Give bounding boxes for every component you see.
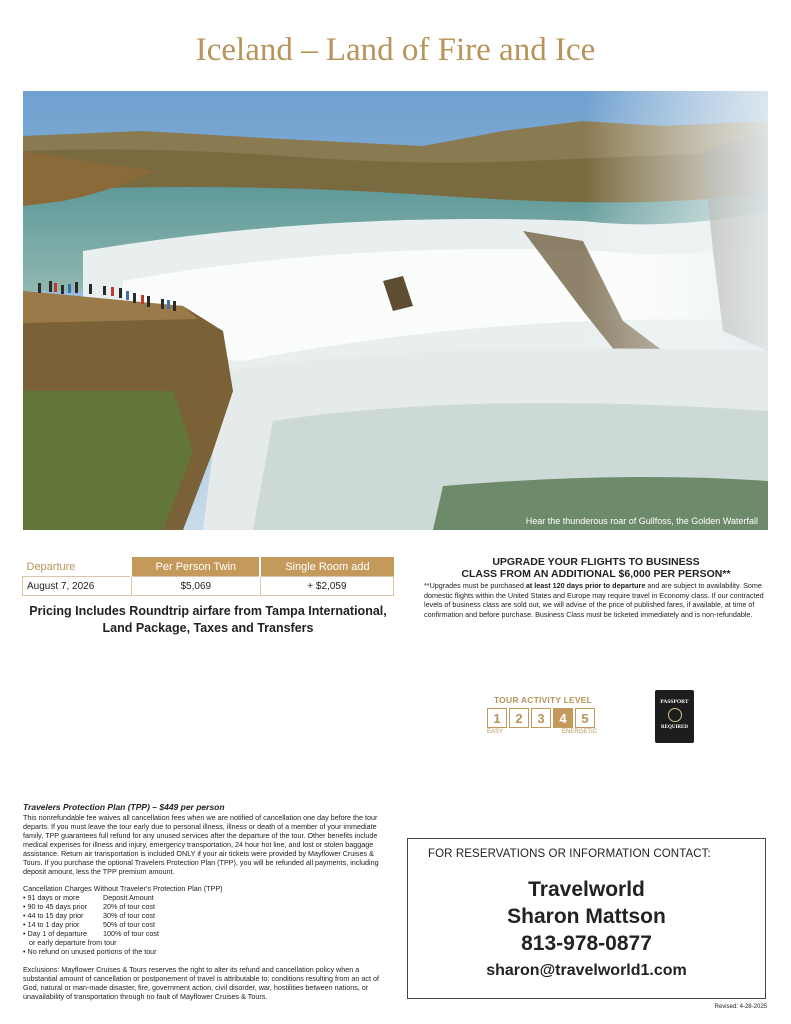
table-row (23, 577, 394, 596)
departure-header: Departure (23, 557, 132, 577)
activity-level-1: 1 (487, 708, 507, 728)
upgrade-heading (424, 556, 768, 580)
activity-level-5: 5 (575, 708, 595, 728)
upgrade-heading-line1: UPGRADE YOUR FLIGHTS TO BUSINESS (492, 556, 700, 568)
tour-activity-level (487, 695, 599, 735)
gullfoss-waterfall-photo (23, 91, 768, 530)
contact-name: Sharon Mattson (507, 905, 666, 928)
upgrade-deadline: at least 120 days prior to departure (525, 581, 646, 590)
activity-levels (487, 708, 599, 728)
activity-scale (487, 729, 597, 735)
waterfall-illustration (23, 91, 768, 530)
pricing-header-row (23, 557, 394, 577)
pricing-table (22, 557, 394, 596)
pricing-note-line2: Land Package, Taxes and Transfers (102, 621, 314, 635)
contact-phone[interactable]: 813-978-0877 (521, 932, 652, 955)
cancellation-charges-title: Cancellation Charges Without Traveler's Protection Plan (TPP) (23, 884, 223, 893)
contact-company: Travelworld (528, 878, 645, 901)
charge-when: • No refund on unused portions of the tour (23, 947, 157, 956)
activity-low-label: EASY (487, 729, 504, 735)
pricing-note-line1: Pricing Includes Roundtrip airfare from Tampa International, (29, 604, 387, 618)
single-header: Single Room add (260, 557, 393, 577)
table-row (23, 911, 159, 920)
passport-required-label: REQUIRED (661, 725, 688, 730)
passport-label: PASSPORT (660, 699, 689, 705)
tpp-title: Travelers Protection Plan (TPP) – $449 per person (23, 802, 225, 812)
charge-when: • Day 1 of departure (23, 929, 88, 938)
upgrade-details (424, 581, 769, 619)
charge-amount: 50% of tour cost (103, 920, 155, 929)
passport-seal-icon (668, 708, 682, 722)
contact-box (407, 838, 766, 999)
revised-date: Revised: 4-28-2025 (714, 1004, 767, 1010)
tpp-body: This nonrefundable fee waives all cancellation fees when we are notified of cancellation one day before the tour departs. If you must leave the tour early due to personal illness, illness or death of a member of your immediate family, TPP guarantees full refund for any unused services after the departure of the tour. Other benefits include medical expenses for illness and injury, emergency transportation, 24 hour hot line, and lost or stolen baggage assistance. Return air transportation is included ONLY if your air tickets were provided by Mayflower Cruises & Tours. If you purchase the optional Travelers Protection Plan (TPP), you will be refunded all payments, including deposit amount, less the TPP premium amount. (23, 813, 379, 876)
contact-details (408, 876, 765, 982)
table-row (23, 947, 159, 956)
charge-amount: 100% of tour cost (103, 929, 159, 938)
passport-required-icon (655, 690, 694, 743)
activity-title: TOUR ACTIVITY LEVEL (493, 695, 593, 705)
upgrade-prefix: **Upgrades must be purchased (424, 581, 526, 590)
travelers-protection-plan (23, 803, 391, 1001)
activity-level-2: 2 (509, 708, 529, 728)
charge-when: • 90 to 45 days prior (23, 902, 88, 911)
contact-heading: FOR RESERVATIONS OR INFORMATION CONTACT: (428, 848, 711, 860)
charge-when: • 91 days or more (23, 893, 80, 902)
upgrade-suffix: and are subject to availability. Some domestic flights within the United States and Europe may require travel in Economy class. If our contracted levels of business class are sold out, we will advise of the price of published fares, if available, at time of confirmation and before purchase. Business Class must be ticketed immediately and is non-refundable. (424, 581, 764, 619)
pricing-includes-note (22, 603, 394, 637)
single-price: + $2,059 (260, 577, 393, 596)
cancellation-charges-table (23, 893, 159, 956)
activity-high-label: ENERGETIC (561, 729, 597, 735)
charge-amount: 30% of tour cost (103, 911, 155, 920)
departure-date: August 7, 2026 (23, 577, 132, 596)
contact-email[interactable]: sharon@travelworld1.com (486, 962, 687, 979)
upgrade-heading-line2: CLASS FROM AN ADDITIONAL $6,000 PER PERSON** (461, 568, 731, 580)
charge-amount: Deposit Amount (103, 893, 154, 902)
charge-when: • 44 to 15 day prior (23, 911, 84, 920)
photo-caption: Hear the thunderous roar of Gullfoss, the Golden Waterfall (525, 516, 758, 526)
table-row (23, 902, 159, 911)
table-row (23, 938, 159, 947)
charge-amount: 20% of tour cost (103, 902, 155, 911)
page-title: Iceland – Land of Fire and Ice (195, 32, 596, 68)
activity-level-3: 3 (531, 708, 551, 728)
charge-when: or early departure from tour (23, 938, 117, 947)
table-row (23, 893, 159, 902)
exclusions-text: Exclusions: Mayflower Cruises & Tours reserves the right to alter its refund and cancellation policy when a substantial amount of cancellation or postponement of travel is attributable to: conditions resulting from an act of God, natural or man-made disaster, fire, government action, civil disorder, war, hostilities between nations, or unavailability of transportation through no fault of Mayflower Cruises & Tours. (23, 965, 379, 1001)
table-row (23, 920, 159, 929)
charge-when: • 14 to 1 day prior (23, 920, 80, 929)
table-row (23, 929, 159, 938)
twin-price: $5,069 (131, 577, 260, 596)
activity-level-4-selected: 4 (553, 708, 573, 728)
twin-header: Per Person Twin (131, 557, 260, 577)
